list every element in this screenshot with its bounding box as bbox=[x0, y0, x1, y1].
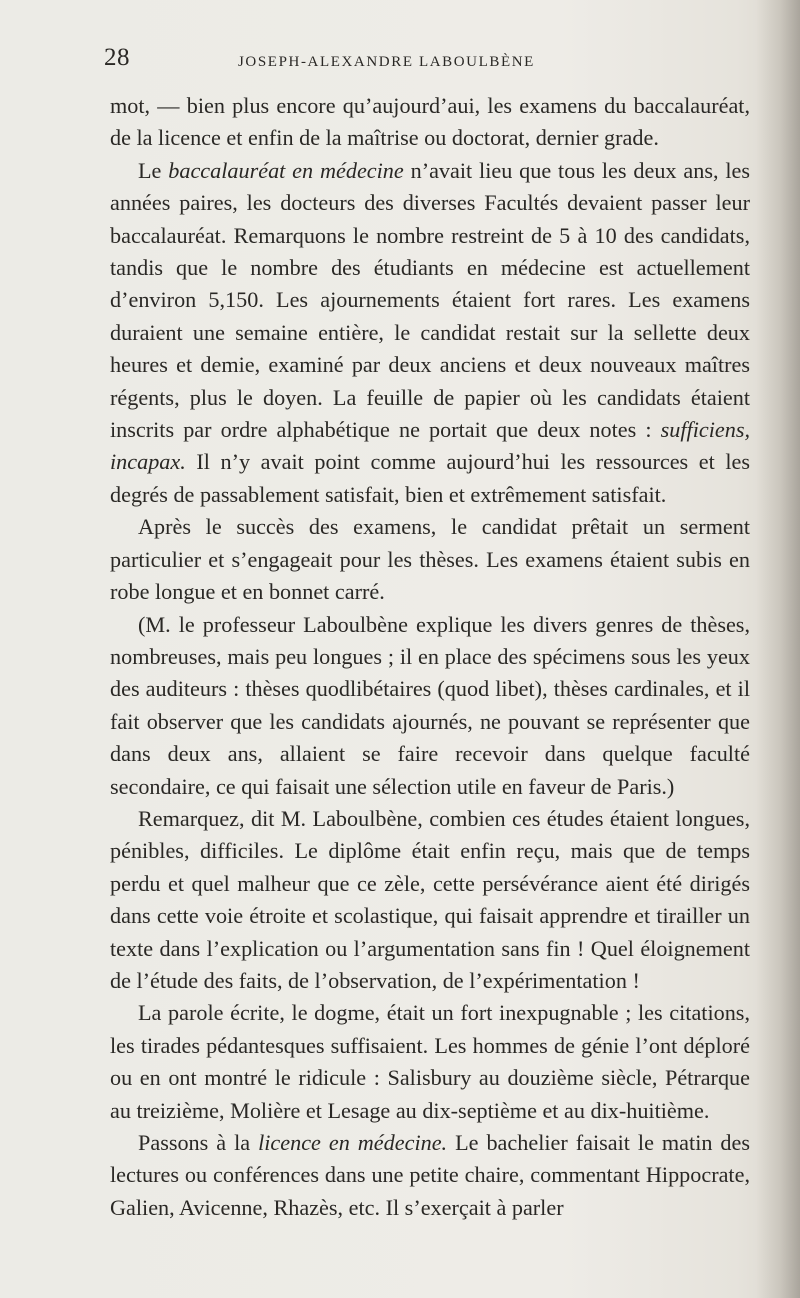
body-text bbox=[110, 90, 750, 1224]
paragraph-theses bbox=[110, 609, 750, 803]
running-head: JOSEPH-ALEXANDRE LABOULBÈNE bbox=[238, 54, 535, 70]
page-header bbox=[104, 44, 750, 86]
paragraph-lead: Le bbox=[138, 157, 169, 183]
paragraph-text: Après le succès des examens, le candidat prêtait un serment particulier et s’engageait pour les thèses. Les examens étaient subis en robe longue et en bonnet carré. bbox=[110, 514, 750, 605]
italic-term: baccalauréat en médecine bbox=[168, 157, 404, 183]
page-gutter-shadow bbox=[756, 0, 800, 1298]
page-number: 28 bbox=[104, 44, 130, 71]
paragraph-text: n’avait lieu que tous les deux ans, les années paires, les docteurs des diverses Facultés devaient passer leur baccalauréat. Remarquons le nombre restreint de 5 à 10 des candidats, tandis que le nombre des étudiants en médecine est actuellement d’environ 5,150. Les ajournements étaient fort rares. Les examens duraient une semaine entière, le candidat restait sur la sellette deux heures et demie, examiné par deux anciens et deux nouveaux maîtres régents, plus le doyen. La feuille de papier où les candidats étaient inscrits par ordre alphabétique ne portait que deux notes : bbox=[110, 157, 750, 443]
paragraph-continued bbox=[110, 90, 750, 155]
paragraph-tail: Il n’y avait point comme aujourd’hui les ressources et les degrés de passablement satisfait, bien et extrêmement satisfait. bbox=[110, 449, 750, 507]
paragraph-baccalaureat bbox=[110, 155, 750, 511]
paragraph-serment bbox=[110, 511, 750, 608]
paragraph-parole bbox=[110, 997, 750, 1127]
paragraph-licence bbox=[110, 1127, 750, 1224]
paragraph-remarquez bbox=[110, 803, 750, 997]
paragraph-lead: Passons à la bbox=[138, 1130, 259, 1155]
paragraph-text: mot, — bien plus encore qu’aujourd’aui, les examens du baccalauréat, de la licence et enfin de la maîtrise ou doctorat, dernier grade. bbox=[110, 93, 750, 151]
paragraph-text: La parole écrite, le dogme, était un fort inexpugnable ; les citations, les tirades pédantesques suffisaient. Les hommes de génie l’ont déploré ou en ont montré le ridicule : Salisbury au douzième siècle, Pétrarque au treizième, Molière et Lesage au dix-septième et au dix-huitième. bbox=[110, 1000, 750, 1123]
italic-grades: sufficiens, incapax. bbox=[110, 417, 750, 475]
italic-term: licence en médecine. bbox=[258, 1130, 448, 1155]
paragraph-text: Remarquez, dit M. Laboulbène, combien ces études étaient longues, pénibles, difficiles. Le diplôme était enfin reçu, mais que de temps perdu et quel malheur que ce zèle, cette persévérance aient été dirigés dans cette voie étroite et scolastique, qui faisait apprendre et tirailler un texte dans l’explication ou l’argumentation sans fin ! Quel éloignement de l’étude des faits, de l’observation, de l’expérimentation ! bbox=[110, 805, 750, 993]
paragraph-text: (M. le professeur Laboulbène explique les divers genres de thèses, nombreuses, mais peu longues ; il en place des spécimens sous les yeux des auditeurs : thèses quodlibétaires (quod libet), thèses cardinales, et il fait observer que les candidats ajournés, ne pouvant se représenter que dans deux ans, allaient se faire recevoir dans quelque faculté secondaire, ce qui faisait une sélection utile en faveur de Paris.) bbox=[110, 611, 750, 799]
paragraph-text: Le bachelier faisait le matin des lectures ou conférences dans une petite chaire, commentant Hippocrate, Galien, Avicenne, Rhazès, etc. Il s’exerçait à parler bbox=[110, 1130, 750, 1220]
